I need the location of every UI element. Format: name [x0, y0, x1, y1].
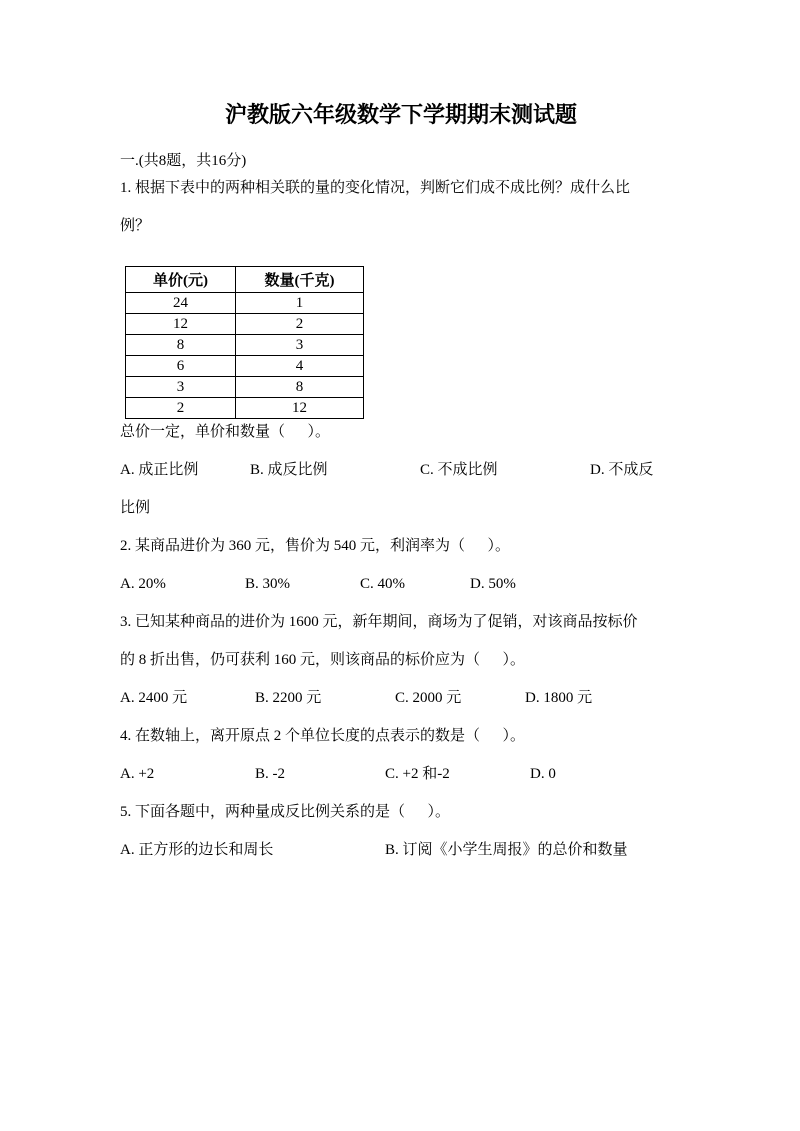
q1-option-d: D. 不成反 [590, 462, 654, 478]
q2-option-a: A. 20% [120, 576, 166, 592]
question-3-options [120, 685, 682, 712]
table-cell: 8 [126, 335, 236, 356]
q5-option-a: A. 正方形的边长和周长 [120, 842, 274, 858]
table-cell: 2 [126, 398, 236, 419]
table-cell: 8 [236, 377, 364, 398]
q4-option-c: C. +2 和-2 [385, 766, 450, 782]
table-cell: 1 [236, 293, 364, 314]
table-cell: 3 [126, 377, 236, 398]
section-heading: 一.(共8题，共16分) [120, 153, 247, 169]
q3-option-b: B. 2200 元 [255, 690, 322, 706]
price-quantity-table [125, 266, 364, 419]
table-cell: 3 [236, 335, 364, 356]
table-cell: 6 [126, 356, 236, 377]
question-3-text-line1: 3. 已知某种商品的进价为 1600 元，新年期间，商场为了促销，对该商品按标价 [120, 614, 638, 630]
q4-option-a: A. +2 [120, 766, 155, 782]
q1-option-a: A. 成正比例 [120, 462, 199, 478]
table-row [126, 293, 364, 314]
question-4-options [120, 761, 682, 788]
question-4-text: 4. 在数轴上，离开原点 2 个单位长度的点表示的数是（ ）。 [120, 728, 526, 744]
table-header-price: 单价(元) [126, 267, 236, 293]
table-row [126, 356, 364, 377]
question-1-options [120, 457, 682, 484]
q2-option-b: B. 30% [245, 576, 290, 592]
table-cell: 24 [126, 293, 236, 314]
q1-option-b: B. 成反比例 [250, 462, 328, 478]
q1-option-d-wrap: 比例 [120, 500, 151, 516]
table-cell: 4 [236, 356, 364, 377]
table-row [126, 314, 364, 335]
q2-option-c: C. 40% [360, 576, 405, 592]
q5-option-b: B. 订阅《小学生周报》的总价和数量 [385, 842, 628, 858]
table-row [126, 335, 364, 356]
page-title: 沪教版六年级数学下学期期末测试题 [224, 102, 577, 127]
q3-option-d: D. 1800 元 [525, 690, 593, 706]
table-header-quantity: 数量(千克) [236, 267, 364, 293]
table-cell: 12 [126, 314, 236, 335]
question-1-text-line1: 1. 根据下表中的两种相关联的量的变化情况，判断它们成不成比例？成什么比 [120, 180, 631, 196]
q3-option-a: A. 2400 元 [120, 690, 188, 706]
question-3-text-line2: 的 8 折出售，仍可获利 160 元，则该商品的标价应为（ ）。 [120, 652, 526, 668]
table-row [126, 377, 364, 398]
q4-option-b: B. -2 [255, 766, 285, 782]
table-row [126, 398, 364, 419]
q1-option-c: C. 不成比例 [420, 462, 498, 478]
table-cell: 2 [236, 314, 364, 335]
q2-option-d: D. 50% [470, 576, 516, 592]
question-2-options [120, 571, 682, 598]
q3-option-c: C. 2000 元 [395, 690, 462, 706]
table-header-row [126, 267, 364, 293]
question-2-text: 2. 某商品进价为 360 元，售价为 540 元，利润率为（ ）。 [120, 538, 511, 554]
question-1-statement: 总价一定，单价和数量（ ）。 [120, 424, 331, 440]
question-5-text: 5. 下面各题中，两种量成反比例关系的是（ ）。 [120, 804, 451, 820]
question-1-text-line2: 例？ [120, 218, 151, 234]
table-cell: 12 [236, 398, 364, 419]
q4-option-d: D. 0 [530, 766, 556, 782]
question-5-options [120, 837, 682, 864]
